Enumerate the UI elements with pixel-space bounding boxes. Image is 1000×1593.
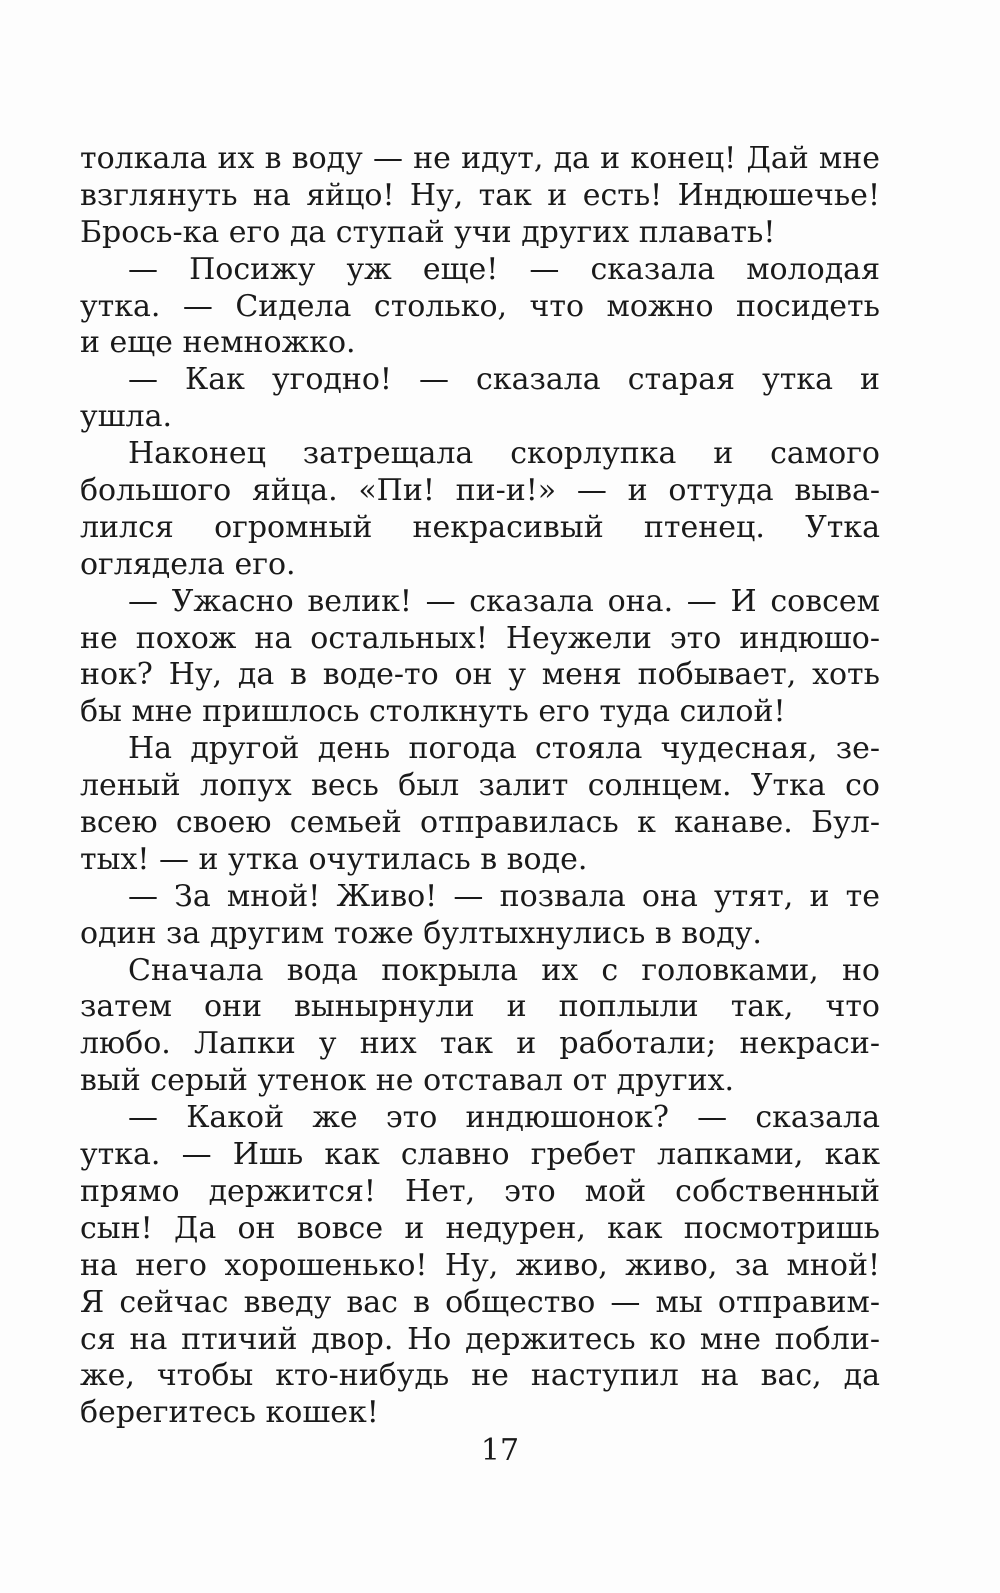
- text-line: — За мной! Живо! — позвала она утят, и те: [128, 878, 880, 914]
- text-line: лился огромный некрасивый птенец. Утка: [80, 509, 880, 545]
- text-line: леный лопух весь был залит солнцем. Утка со: [80, 768, 880, 804]
- text-line: нок? Ну, да в воде-то он у меня побывает, хоть: [80, 657, 880, 693]
- text-line: любо. Лапки у них так и работали; некраси-: [80, 1026, 880, 1062]
- text-line: Брось-ка его да ступай учи других плавать!: [80, 214, 776, 250]
- page-number: 17: [480, 1433, 520, 1468]
- text-line: бы мне пришлось столкнуть его туда силой!: [80, 694, 786, 730]
- text-line: оглядела его.: [80, 546, 296, 582]
- text-line: Наконец затрещала скорлупка и самого: [128, 436, 880, 472]
- text-line: — Посижу уж еще! — сказала молодая: [128, 251, 880, 287]
- text-line: же, чтобы кто-нибудь не наступил на вас, да: [80, 1358, 880, 1394]
- text-line: затем они вынырнули и поплыли так, что: [80, 989, 880, 1025]
- text-line: сын! Да он вовсе и недурен, как посмотришь: [80, 1210, 880, 1246]
- text-line: Сначала вода покрыла их с головками, но: [128, 952, 880, 988]
- text-line: утка. — Ишь как славно гребет лапками, как: [80, 1137, 880, 1173]
- text-line: — Какой же это индюшонок? — сказала: [128, 1100, 880, 1136]
- text-line: утка. — Сидела столько, что можно посидеть: [80, 288, 880, 324]
- text-line: На другой день погода стояла чудесная, зе-: [128, 731, 880, 767]
- text-line: толкала их в воду — не идут, да и конец! Дай мне: [80, 141, 880, 176]
- text-line: взглянуть на яйцо! Ну, так и есть! Индюшечье!: [80, 177, 880, 213]
- text-line: — Как угодно! — сказала старая утка и: [128, 362, 880, 398]
- text-line: берегитесь кошек!: [80, 1395, 379, 1431]
- text-line: вый серый утенок не отставал от других.: [80, 1063, 735, 1099]
- text-line: прямо держится! Нет, это мой собственный: [80, 1173, 880, 1209]
- text-line: Я сейчас введу вас в общество — мы отправим-: [80, 1284, 880, 1320]
- text-line: на него хорошенько! Ну, живо, живо, за мной!: [80, 1247, 880, 1283]
- text-line: тых! — и утка очутилась в воде.: [80, 841, 588, 877]
- text-line: — Ужасно велик! — сказала она. — И совсем: [128, 583, 880, 619]
- body-text: [80, 141, 880, 1432]
- text-line: всею своею семьей отправилась к канаве. Бул-: [80, 805, 880, 841]
- text-line: один за другим тоже бултыхнулись в воду.: [80, 915, 762, 951]
- text-line: не похож на остальных! Неужели это индюшо-: [80, 620, 880, 656]
- text-line: ся на птичий двор. Но держитесь ко мне побли-: [80, 1321, 880, 1357]
- text-line: ушла.: [80, 399, 173, 435]
- text-line: большого яйца. «Пи! пи-и!» — и оттуда выва-: [80, 473, 880, 509]
- text-line: и еще немножко.: [80, 325, 356, 361]
